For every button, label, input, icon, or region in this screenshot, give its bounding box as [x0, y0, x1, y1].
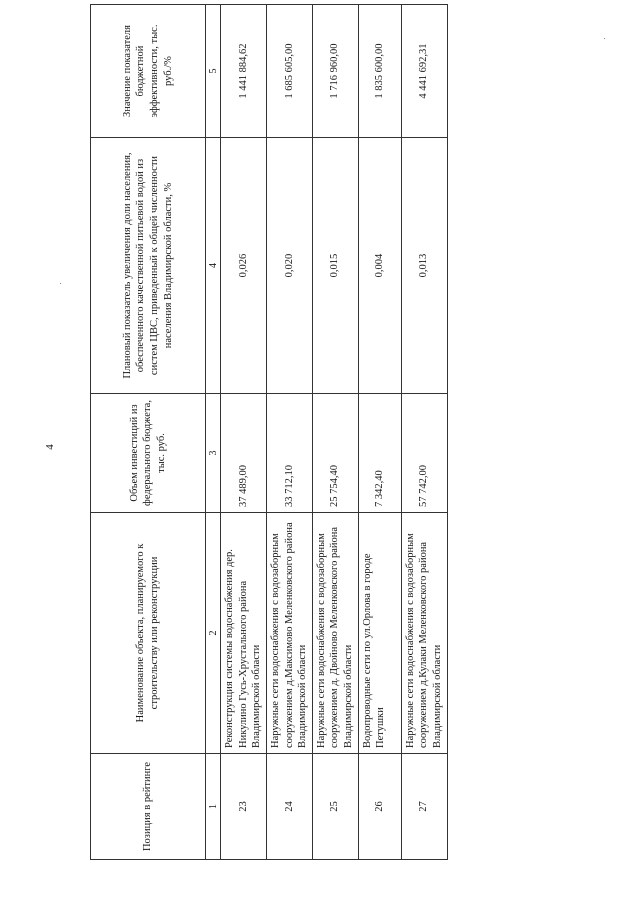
table-row: [401, 5, 447, 860]
cell-position: 24: [266, 754, 312, 860]
cell-plan-indicator: 0,020: [266, 138, 312, 394]
header-plan-indicator: Плановый показатель увеличения доли населения, обеспеченного качественной питьевой водой из систем ЦВС, приведенный к общей численности населения Владимирской области, %: [91, 138, 206, 394]
cell-plan-indicator: 0,013: [401, 138, 447, 394]
column-number-row: [206, 5, 221, 860]
cell-efficiency: 1 685 605,00: [266, 5, 312, 138]
header-object-name: Наименование объекта, планируемого к строительству или реконструкции: [91, 513, 206, 754]
cell-object-name: Водопроводные сети по ул.Орлова в городе Петушки: [358, 513, 401, 754]
column-number: 1: [206, 754, 221, 860]
cell-object-name: Реконструкция системы водоснабжения дер. Никулино Гусь-Хрустального района Владимирской области: [221, 513, 267, 754]
cell-efficiency: 1 835 600,00: [358, 5, 401, 138]
cell-position: 27: [401, 754, 447, 860]
cell-object-name: Наружные сети водоснабжения с водозаборным сооружением д.Кулаки Меленковского района Владимирской области: [401, 513, 447, 754]
cell-investment: 33 712,10: [266, 394, 312, 513]
cell-position: 23: [221, 754, 267, 860]
cell-efficiency: 4 441 692,31: [401, 5, 447, 138]
cell-investment: 25 754,40: [312, 394, 358, 513]
cell-plan-indicator: 0,026: [221, 138, 267, 394]
cell-investment: 57 742,00: [401, 394, 447, 513]
scan-speck: [60, 283, 61, 284]
cell-position: 26: [358, 754, 401, 860]
table-row: [266, 5, 312, 860]
cell-position: 25: [312, 754, 358, 860]
page-number: 4: [43, 444, 56, 450]
cell-investment: 7 342,40: [358, 394, 401, 513]
header-position: Позиция в рейтинге: [91, 754, 206, 860]
column-number: 3: [206, 394, 221, 513]
header-efficiency: Значение показателя бюджетной эффективности, тыс. руб./%: [91, 5, 206, 138]
scan-speck: [604, 38, 605, 39]
header-investment: Объем инвестиций из федерального бюджета, тыс. руб.: [91, 394, 206, 513]
cell-plan-indicator: 0,004: [358, 138, 401, 394]
investment-rating-table: [90, 4, 448, 860]
column-number: 5: [206, 5, 221, 138]
cell-efficiency: 1 716 960,00: [312, 5, 358, 138]
column-number: 4: [206, 138, 221, 394]
cell-object-name: Наружные сети водоснабжения с водозаборным сооружением д.Максимово Меленковского района Владимирской области: [266, 513, 312, 754]
cell-plan-indicator: 0,015: [312, 138, 358, 394]
cell-investment: 37 489,00: [221, 394, 267, 513]
table-header-row: [91, 5, 206, 860]
table-row: [221, 5, 267, 860]
cell-efficiency: 1 441 884,62: [221, 5, 267, 138]
table-row: [312, 5, 358, 860]
cell-object-name: Наружные сети водоснабжения с водозаборным сооружением д. Двойново Меленковского района Владимирской области: [312, 513, 358, 754]
rotated-table-container: [90, 24, 444, 860]
table-row: [358, 5, 401, 860]
column-number: 2: [206, 513, 221, 754]
